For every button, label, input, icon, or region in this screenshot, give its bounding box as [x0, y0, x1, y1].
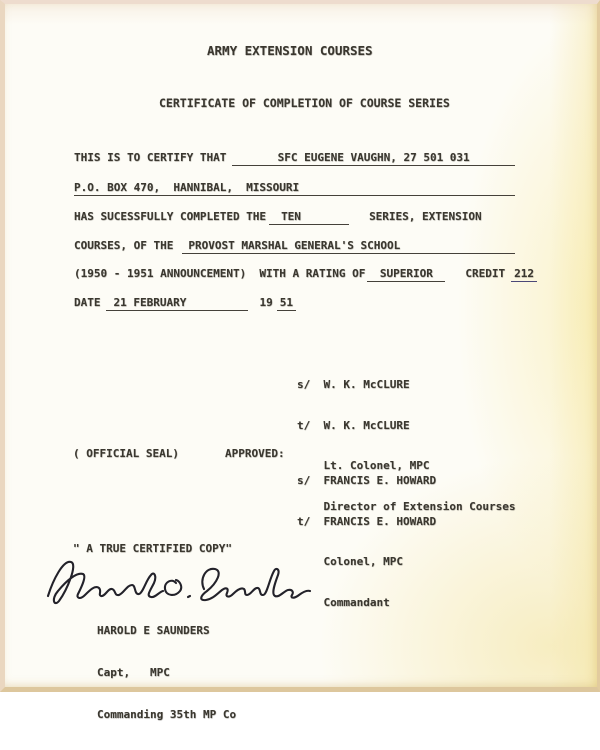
director-rank: Lt. Colonel, MPC — [297, 459, 430, 472]
school-value: PROVOST MARSHAL GENERAL'S SCHOOL — [188, 239, 401, 252]
certify-line — [74, 150, 515, 166]
school-line — [74, 238, 515, 254]
completed-label: HAS SUCESSFULLY COMPLETED THE — [74, 210, 267, 223]
director-signed-line: s/ W. K. McCLURE — [297, 378, 410, 391]
director-title: Director of Extension Courses — [297, 499, 516, 513]
address-field — [74, 180, 515, 196]
year-value: 51 — [277, 295, 296, 311]
date-value: 21 FEBRUARY — [113, 296, 187, 309]
announcement-label: (1950 - 1951 ANNOUNCEMENT) WITH A RATING OF — [74, 267, 366, 280]
series-suffix-label: SERIES, EXTENSION — [369, 210, 482, 223]
address-line — [74, 180, 515, 196]
commandant-signature-block — [297, 447, 436, 636]
rating-line — [74, 266, 537, 282]
series-field — [269, 209, 349, 225]
date-line — [74, 295, 515, 311]
approved-label: APPROVED: — [225, 447, 285, 460]
courses-of-label: COURSES, OF THE — [74, 239, 174, 252]
certifier-unit: Commanding 35th MP Co — [97, 708, 237, 721]
credit-label: CREDIT — [465, 267, 506, 280]
date-field — [106, 295, 248, 311]
doc-subtitle: CERTIFICATE OF COMPLETION OF COURSE SERIES — [159, 96, 450, 110]
address-value: P.O. BOX 470, HANNIBAL, MISSOURI — [74, 181, 300, 194]
recipient-field — [232, 150, 515, 166]
certified-copy-label: " A TRUE CERTIFIED COPY" — [73, 542, 232, 555]
rating-field — [367, 266, 445, 282]
rating-value: SUPERIOR — [379, 267, 433, 280]
recipient-name: SFC EUGENE VAUGHN, 27 501 031 — [277, 151, 470, 164]
commandant-rank: Colonel, MPC — [297, 555, 403, 568]
commandant-typed-line: t/ FRANCIS E. HOWARD — [297, 514, 437, 528]
date-label: DATE — [74, 296, 101, 309]
doc-title: ARMY EXTENSION COURSES — [207, 43, 373, 58]
series-value: TEN — [281, 210, 301, 223]
certifier-name: HAROLD E SAUNDERS — [97, 624, 210, 637]
certifier-block — [97, 596, 236, 750]
commandant-signed-line: s/ FRANCIS E. HOWARD — [297, 474, 437, 487]
credit-value: 212 — [511, 266, 537, 282]
year-prefix: 19 — [259, 296, 273, 309]
commandant-title: Commandant — [297, 595, 390, 609]
certify-label: THIS IS TO CERTIFY THAT — [74, 151, 227, 164]
official-seal-label: ( OFFICIAL SEAL) — [73, 447, 179, 460]
director-typed-line: t/ W. K. McCLURE — [297, 418, 410, 432]
certifier-rank: Capt, MPC — [97, 666, 170, 679]
school-field — [182, 238, 515, 254]
series-line — [74, 209, 515, 225]
